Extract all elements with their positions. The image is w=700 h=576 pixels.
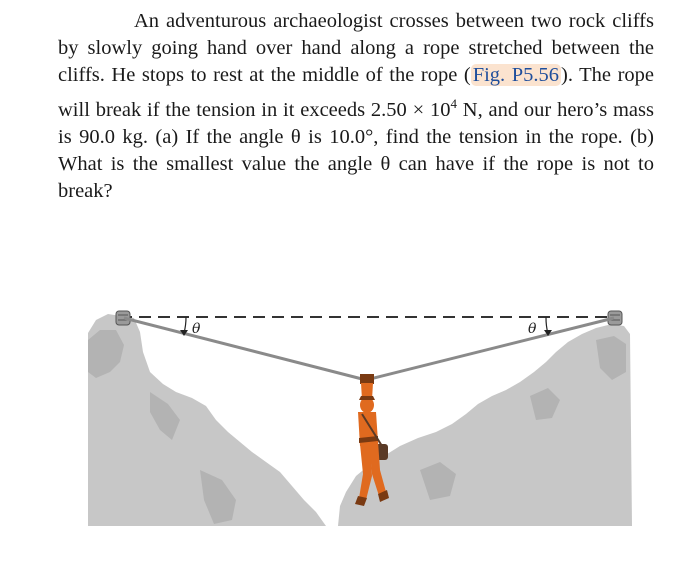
problem-text-intro: An adventurous archaeologist crosses between two rock cliffs by slowly going hand over hand along a rope stretched between the cliffs. He stops to rest at the middle of the rope (: [58, 10, 654, 87]
hands: [360, 374, 374, 384]
rope-left-segment: [124, 318, 366, 380]
hat: [359, 396, 375, 400]
tension-exponent: 4: [450, 95, 457, 111]
left-angle-label: θ: [192, 321, 201, 337]
problem-text-tension: ). The rope will break if the tension in it exceeds 2.50 × 10: [58, 64, 654, 121]
right-angle-label: θ: [528, 321, 537, 337]
problem-text-questions: N, and our hero’s mass is 90.0 kg. (a) If the angle θ is 10.0°, find the tension in the rope. (b) What is the smallest value the angle θ can have if the rope is not to break?: [58, 98, 654, 203]
figure-reference-link[interactable]: Fig. P5.56: [472, 64, 560, 87]
